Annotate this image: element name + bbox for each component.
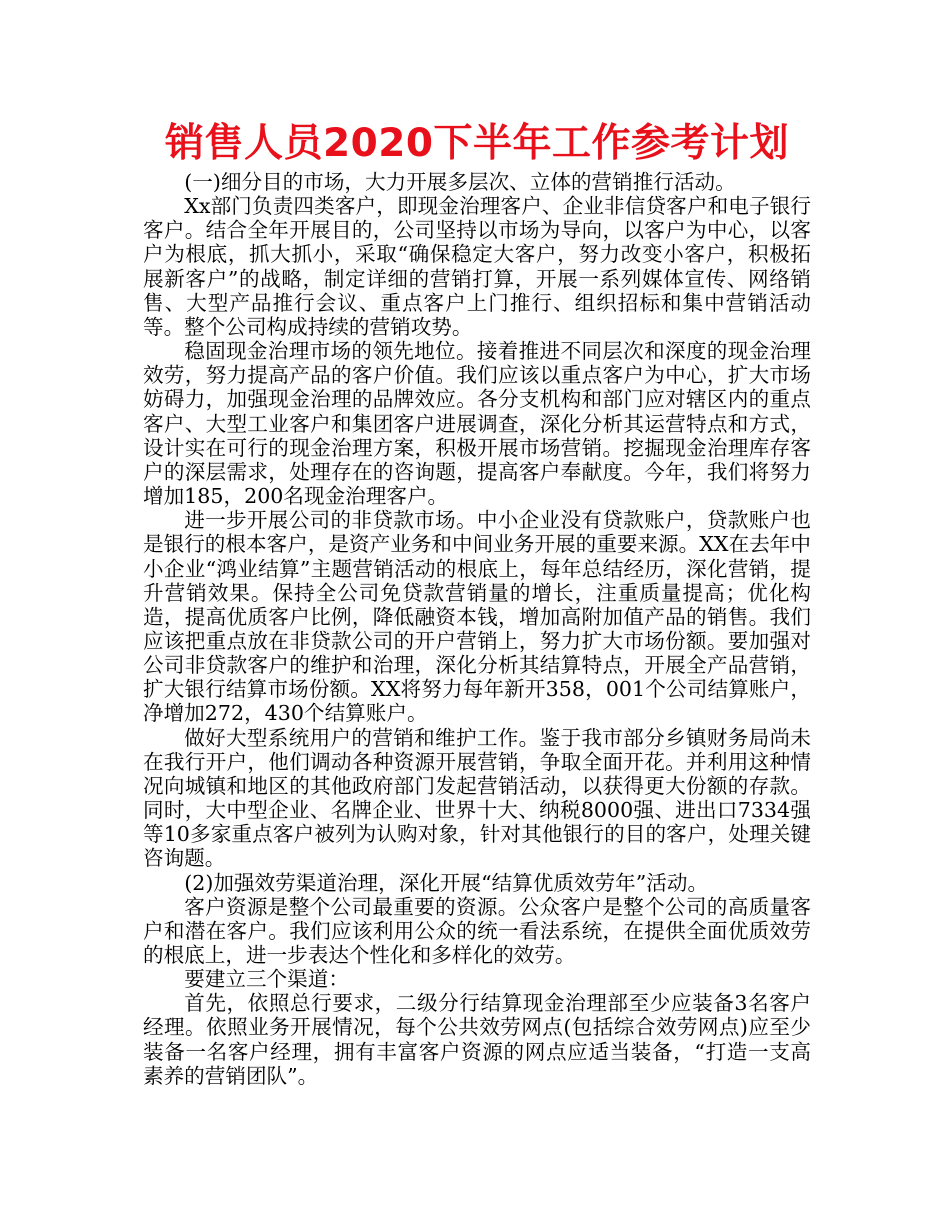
document-body [143,170,811,1088]
paragraph: 要建立三个渠道： [184,967,349,992]
paragraph: 做好大型系统用户的营销和维护工作。鉴于我市部分乡镇财务局尚未在我行开户，他们调动各种资源开展营销，争取全面开花。并利用这种情况向城镇和地区的其他政府部门发起营销活动，以获得更大份额的存款。同时，大中型企业、名牌企业、世界十大、纳税8000强、进出口7334强等10多家重点客户被列为认购对象，针对其他银行的目的客户，处理关键咨询题。 [143,725,811,871]
paragraph: 客户资源是整个公司最重要的资源。公众客户是整个公司的高质量客户和潜在客户。我们应该利用公众的统一看法系统，在提供全面优质效劳的根底上，进一步表达个性化和多样化的效劳。 [143,894,811,967]
document-title: 销售人员2020下半年工作参考计划 [164,121,790,166]
paragraph: 首先，依照总行要求，二级分行结算现金治理部至少应装备3名客户经理。依照业务开展情况，每个公共效劳网点(包括综合效劳网点)应至少装备一名客户经理，拥有丰富客户资源的网点应适当装备，“打造一支高素养的营销团队”。 [143,991,811,1088]
paragraph: (2)加强效劳渠道治理，深化开展“结算优质效劳年”活动。 [184,870,709,895]
document-page [143,118,811,1088]
paragraph: (一)细分目的市场，大力开展多层次、立体的营销推行活动。 [184,170,736,194]
paragraph: 稳固现金治理市场的领先地位。接着推进不同层次和深度的现金治理效劳，努力提高产品的客户价值。我们应该以重点客户为中心，扩大市场妨碍力，加强现金治理的品牌效应。各分支机构和部门应对辖区内的重点客户、大型工业客户和集团客户进展调查，深化分析其运营特点和方式，设计实在可行的现金治理方案，积极开展市场营销。挖掘现金治理库存客户的深层需求，处理存在的咨询题，提高客户奉献度。今年，我们将努力增加185，200名现金治理客户。 [143,339,811,509]
paragraph: 进一步开展公司的非贷款市场。中小企业没有贷款账户，贷款账户也是银行的根本客户，是资产业务和中间业务开展的重要来源。XX在去年中小企业“鸿业结算”主题营销活动的根底上，每年总结经历，深化营销，提升营销效果。保持全公司免贷款营销量的增长，注重质量提高；优化构造，提高优质客户比例，降低融资本钱，增加高附加值产品的销售。我们应该把重点放在非贷款公司的开户营销上，努力扩大市场份额。要加强对公司非贷款客户的维护和治理，深化分析其结算特点，开展全产品营销，扩大银行结算市场份额。XX将努力每年新开358，001个公司结算账户，净增加272，430个结算账户。 [143,508,811,726]
paragraph: Xx部门负责四类客户，即现金治理客户、企业非信贷客户和电子银行客户。结合全年开展目的，公司坚持以市场为导向，以客户为中心，以客户为根底，抓大抓小，采取“确保稳定大客户，努力改变小客户，积极拓展新客户”的战略，制定详细的营销打算，开展一系列媒体宣传、网络销售、大型产品推行会议、重点客户上门推行、组织招标和集中营销活动等。整个公司构成持续的营销攻势。 [143,194,811,339]
